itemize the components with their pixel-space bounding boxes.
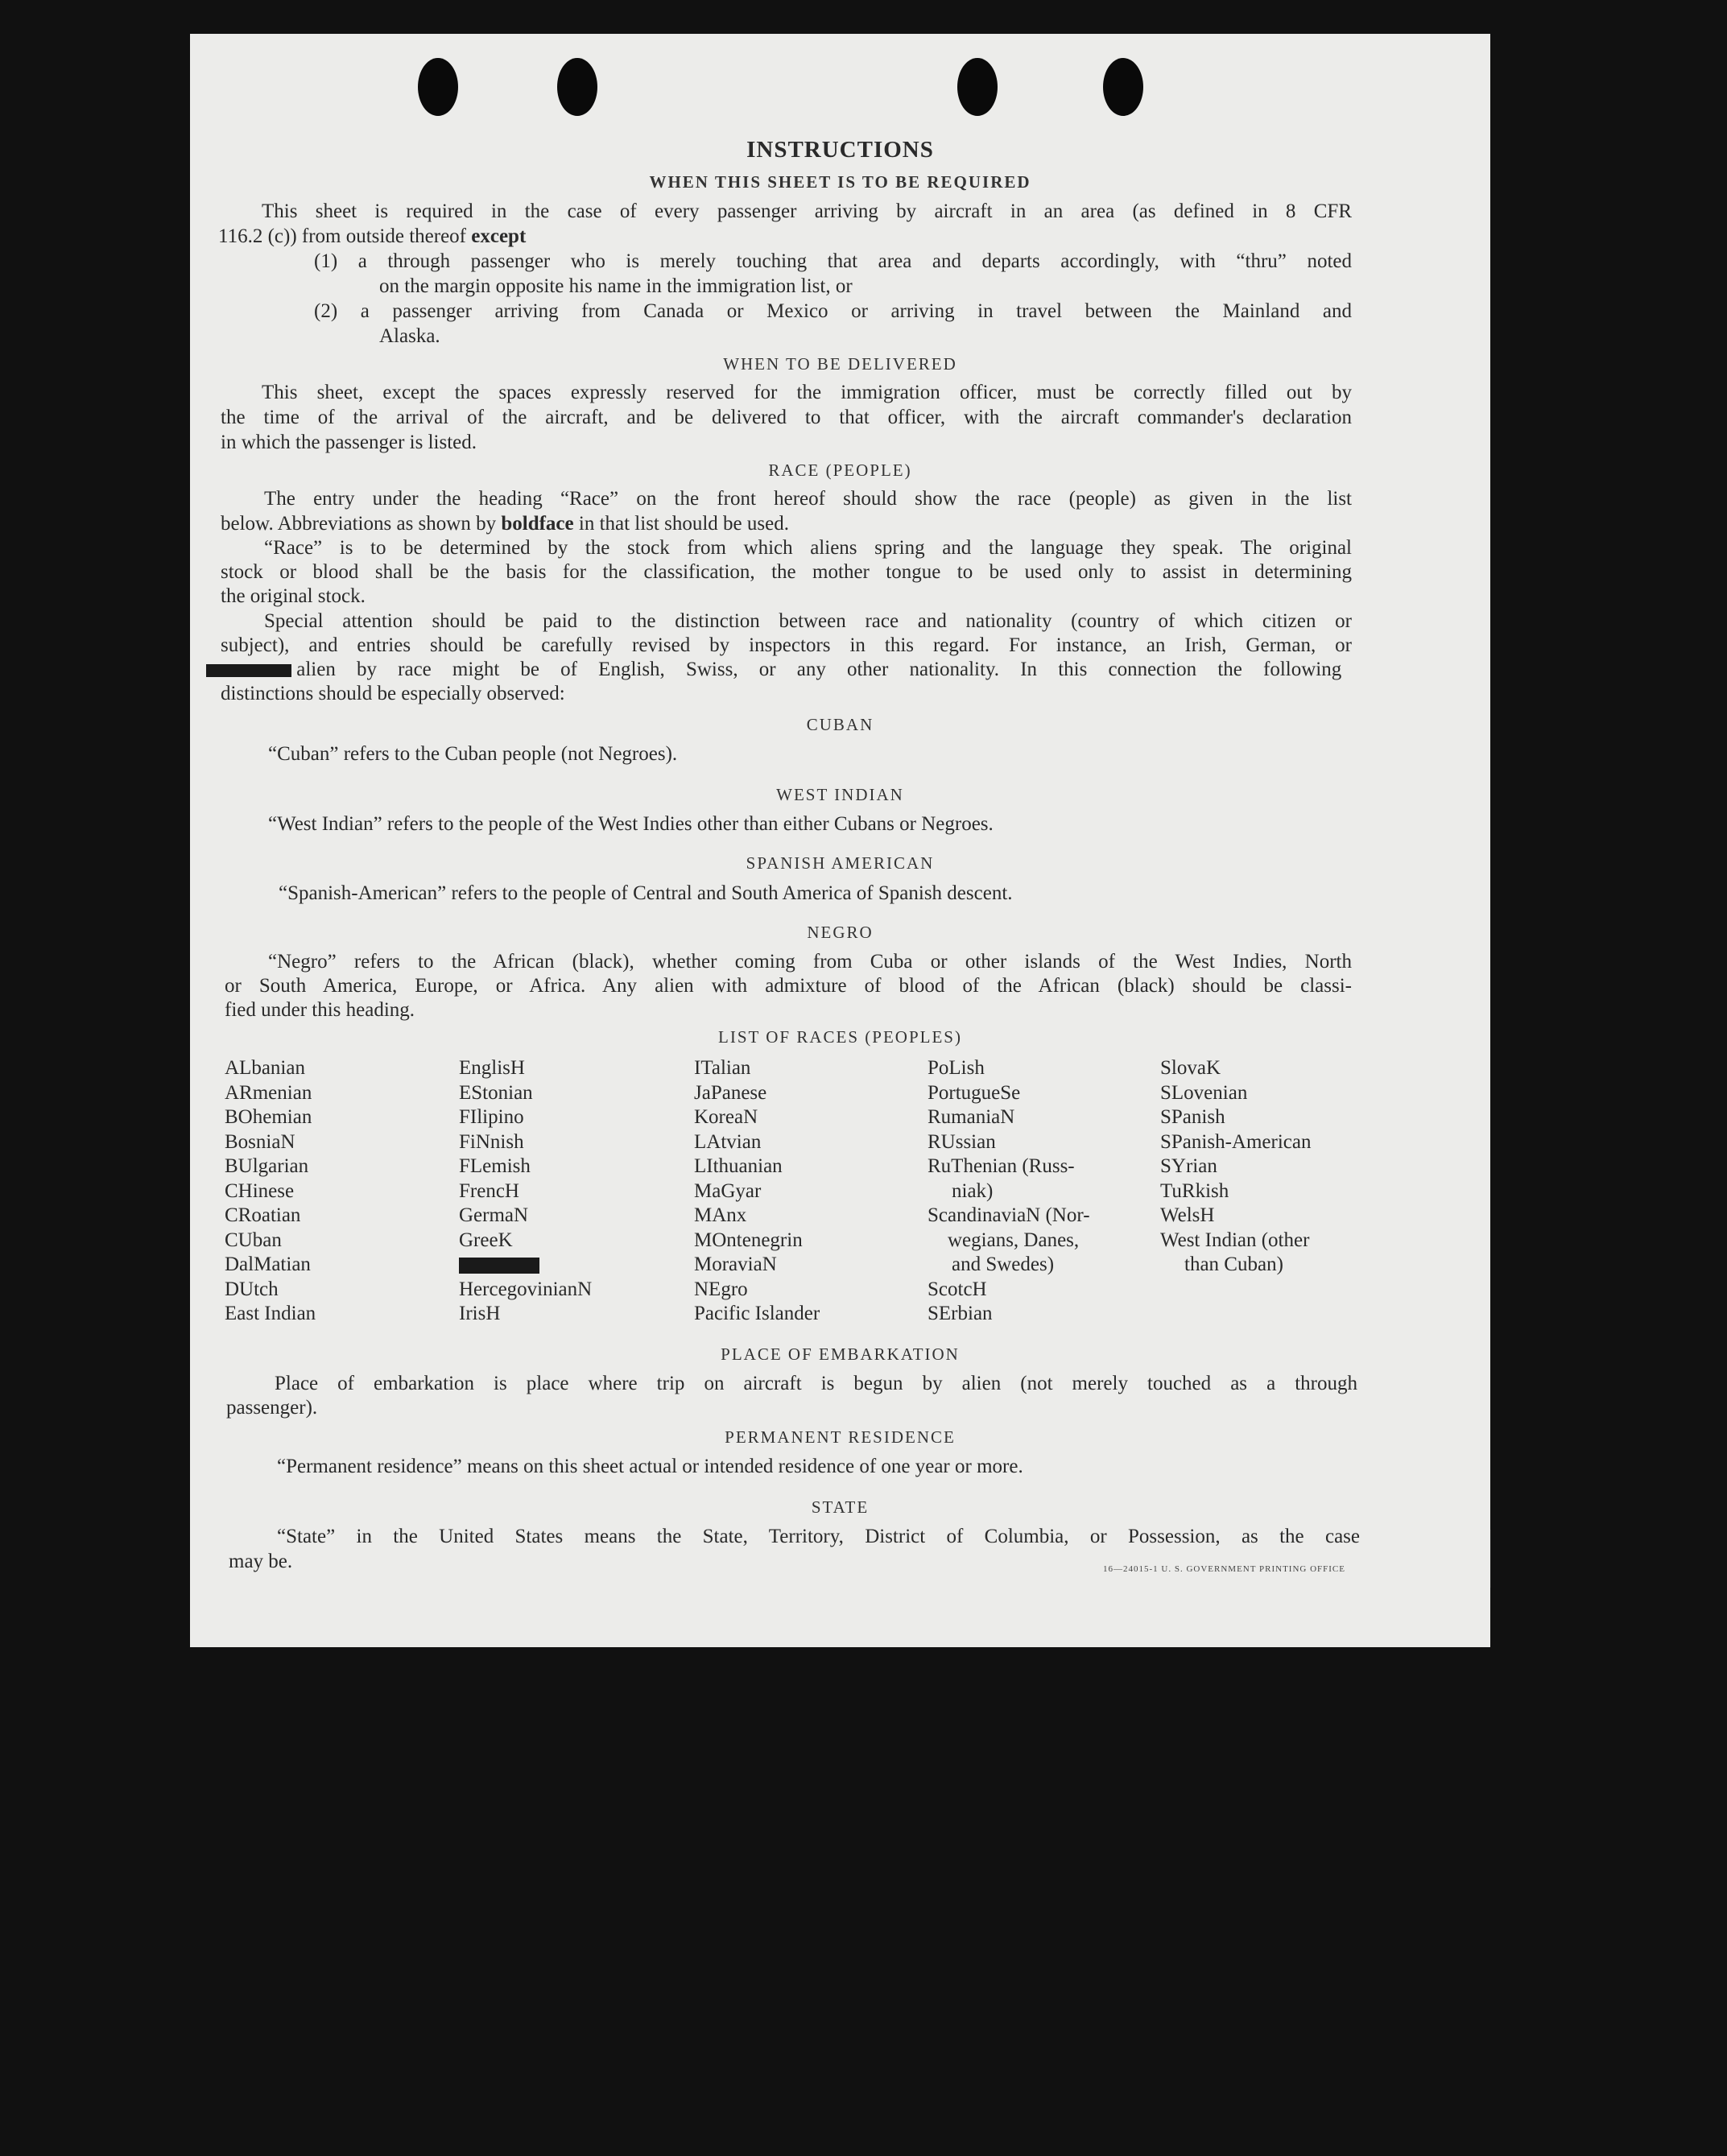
race-item: and Swedes)	[952, 1254, 1055, 1275]
race-item: ALbanian	[225, 1057, 305, 1079]
heading-residence: PERMANENT RESIDENCE	[725, 1427, 956, 1447]
heading-cuban: CUBAN	[806, 715, 874, 734]
race-item: ITalian	[694, 1057, 751, 1079]
paragraph-line: Special attention should be paid to the distinction between race and nationality (country of which citizen or	[264, 610, 1352, 632]
race-item: ARmenian	[225, 1081, 312, 1104]
race-item: West Indian (other	[1160, 1229, 1310, 1251]
list-item: (2) a passenger arriving from Canada or Mexico or arriving in travel between the Mainland and	[314, 300, 1352, 322]
race-item: DalMatian	[225, 1254, 311, 1275]
race-item: RUssian	[928, 1130, 996, 1153]
race-item: SLovenian	[1160, 1081, 1248, 1104]
paragraph-line	[218, 225, 526, 249]
heading-negro: NEGRO	[807, 923, 874, 942]
paragraph-line: This sheet, except the spaces expressly reserved for the immigration officer, must be correctly filled out by	[262, 382, 1352, 403]
heading-embarkation: PLACE OF EMBARKATION	[721, 1344, 960, 1364]
race-item: DUtch	[225, 1278, 279, 1300]
race-item: than Cuban)	[1184, 1254, 1283, 1275]
race-item: FrencH	[459, 1179, 519, 1202]
race-item: CRoatian	[225, 1204, 301, 1226]
paragraph-line: the time of the arrival of the aircraft, and be delivered to that officer, with the aircraft commander's declaration	[221, 407, 1352, 428]
race-item: MOntenegrin	[694, 1229, 803, 1251]
race-item-redacted	[459, 1253, 592, 1278]
paragraph-line: “West Indian” refers to the people of the West Indies other than either Cubans or Negroes.	[268, 813, 994, 835]
race-item: PortugueSe	[928, 1081, 1021, 1104]
heading-west-indian: WEST INDIAN	[776, 785, 904, 804]
paragraph-line: This sheet is required in the case of every passenger arriving by aircraft in an area (as defined in 8 CFR	[262, 200, 1352, 222]
race-item: LIthuanian	[694, 1155, 783, 1177]
list-item-cont: on the margin opposite his name in the immigration list, or	[379, 275, 853, 297]
redaction-mark	[459, 1258, 539, 1274]
race-item: MaGyar	[694, 1179, 762, 1202]
paragraph-line: or South America, Europe, or Africa. Any alien with admixture of blood of the African (black) should be classi-	[225, 975, 1352, 997]
paragraph-line: “Negro” refers to the African (black), whether coming from Cuba or other islands of the West Indies, North	[268, 951, 1352, 973]
race-item: ScandinaviaN (Nor-	[928, 1204, 1090, 1226]
race-item: JaPanese	[694, 1081, 767, 1104]
race-item: BosniaN	[225, 1130, 295, 1153]
race-item: SPanish-American	[1160, 1130, 1312, 1153]
text: 116.2 (c)) from outside thereof	[218, 225, 466, 247]
punch-hole	[1103, 58, 1143, 116]
paragraph-line: “Cuban” refers to the Cuban people (not Negroes).	[268, 743, 678, 765]
races-column-4	[928, 1056, 1090, 1327]
races-column-2	[459, 1056, 592, 1327]
heading-when-required: WHEN THIS SHEET IS TO BE REQUIRED	[649, 172, 1031, 192]
paragraph-line: Place of embarkation is place where trip on aircraft is begun by alien (not merely touched as a through	[275, 1373, 1357, 1394]
race-item: wegians, Danes,	[948, 1229, 1080, 1251]
race-item: ScotcH	[928, 1278, 987, 1300]
race-item: SlovaK	[1160, 1057, 1221, 1079]
list-item: (1) a through passenger who is merely touching that area and departs accordingly, with “thru” noted	[314, 250, 1352, 272]
race-item: East Indian	[225, 1303, 316, 1324]
race-item: PoLish	[928, 1057, 985, 1079]
race-item: TuRkish	[1160, 1179, 1229, 1202]
paragraph-line: the original stock.	[221, 585, 366, 607]
paragraph-line	[206, 658, 1341, 682]
race-item: BOhemian	[225, 1106, 312, 1128]
paragraph-line: “Race” is to be determined by the stock from which aliens spring and the language they speak. The original	[264, 537, 1352, 559]
bold-text: except	[471, 225, 527, 247]
race-item: GermaN	[459, 1204, 529, 1226]
document-page	[190, 34, 1490, 1647]
page-title: INSTRUCTIONS	[746, 137, 934, 163]
paragraph-line: stock or blood shall be the basis for the classification, the mother tongue to be used only to assist in determining	[221, 561, 1352, 583]
race-item: FLemish	[459, 1155, 531, 1177]
race-item: SPanish	[1160, 1106, 1225, 1128]
race-item: CHinese	[225, 1179, 295, 1202]
race-item: MAnx	[694, 1204, 747, 1226]
race-item: MoraviaN	[694, 1254, 777, 1275]
redaction-mark	[206, 664, 291, 677]
text: alien by race might be of English, Swiss, or any other nationality. In this connection the following	[296, 659, 1342, 680]
heading-race: RACE (PEOPLE)	[768, 461, 912, 480]
race-item: BUlgarian	[225, 1155, 309, 1177]
paragraph-line: in which the passenger is listed.	[221, 432, 477, 453]
text: below. Abbreviations as shown by	[221, 513, 497, 535]
paragraph-line: The entry under the heading “Race” on the front hereof should show the race (people) as given in the list	[264, 488, 1352, 510]
race-item: niak)	[952, 1179, 994, 1202]
race-item: FIlipino	[459, 1106, 524, 1128]
paragraph-line: subject), and entries should be carefully revised by inspectors in this regard. For instance, an Irish, German, or	[221, 634, 1352, 656]
heading-state: STATE	[811, 1497, 870, 1517]
heading-list-of-races: LIST OF RACES (PEOPLES)	[718, 1027, 962, 1047]
bold-text: boldface	[501, 513, 574, 535]
race-item: SYrian	[1160, 1155, 1217, 1177]
paragraph-line	[221, 512, 789, 536]
race-item: LAtvian	[694, 1130, 762, 1153]
list-item-cont: Alaska.	[379, 325, 440, 347]
paragraph-line: “Permanent residence” means on this sheet actual or intended residence of one year or more.	[277, 1456, 1023, 1477]
paragraph-line: passenger).	[226, 1397, 318, 1419]
race-item: FiNnish	[459, 1130, 524, 1153]
race-item: Pacific Islander	[694, 1303, 820, 1324]
paragraph-line: distinctions should be especially observed:	[221, 683, 565, 704]
paragraph-line: “Spanish-American” refers to the people of Central and South America of Spanish descent.	[279, 882, 1013, 904]
race-item: EnglisH	[459, 1057, 525, 1079]
punch-hole	[557, 58, 597, 116]
print-footer: 16—24015-1 U. S. GOVERNMENT PRINTING OFFICE	[1102, 1564, 1345, 1574]
races-column-3	[694, 1056, 820, 1327]
race-item: RumaniaN	[928, 1106, 1015, 1128]
punch-hole	[957, 58, 998, 116]
races-column-1	[225, 1056, 316, 1327]
race-item: KoreaN	[694, 1106, 758, 1128]
race-item: NEgro	[694, 1278, 748, 1300]
race-item: GreeK	[459, 1229, 513, 1251]
race-item: HercegovinianN	[459, 1278, 593, 1300]
race-item: CUban	[225, 1229, 282, 1251]
race-item: SErbian	[928, 1303, 993, 1324]
paragraph-line: may be.	[229, 1551, 293, 1572]
text: in that list should be used.	[578, 513, 789, 535]
races-column-5	[1160, 1056, 1311, 1278]
heading-when-delivered: WHEN TO BE DELIVERED	[723, 354, 957, 374]
race-item: IrisH	[459, 1303, 501, 1324]
paragraph-line: “State” in the United States means the State, Territory, District of Columbia, or Possession, as the case	[277, 1526, 1360, 1547]
heading-spanish-american: SPANISH AMERICAN	[746, 853, 935, 873]
paragraph-line: fied under this heading.	[225, 999, 415, 1021]
race-item: EStonian	[459, 1081, 533, 1104]
punch-hole	[418, 58, 458, 116]
race-item: RuThenian (Russ-	[928, 1155, 1075, 1177]
race-item: WelsH	[1160, 1204, 1215, 1226]
